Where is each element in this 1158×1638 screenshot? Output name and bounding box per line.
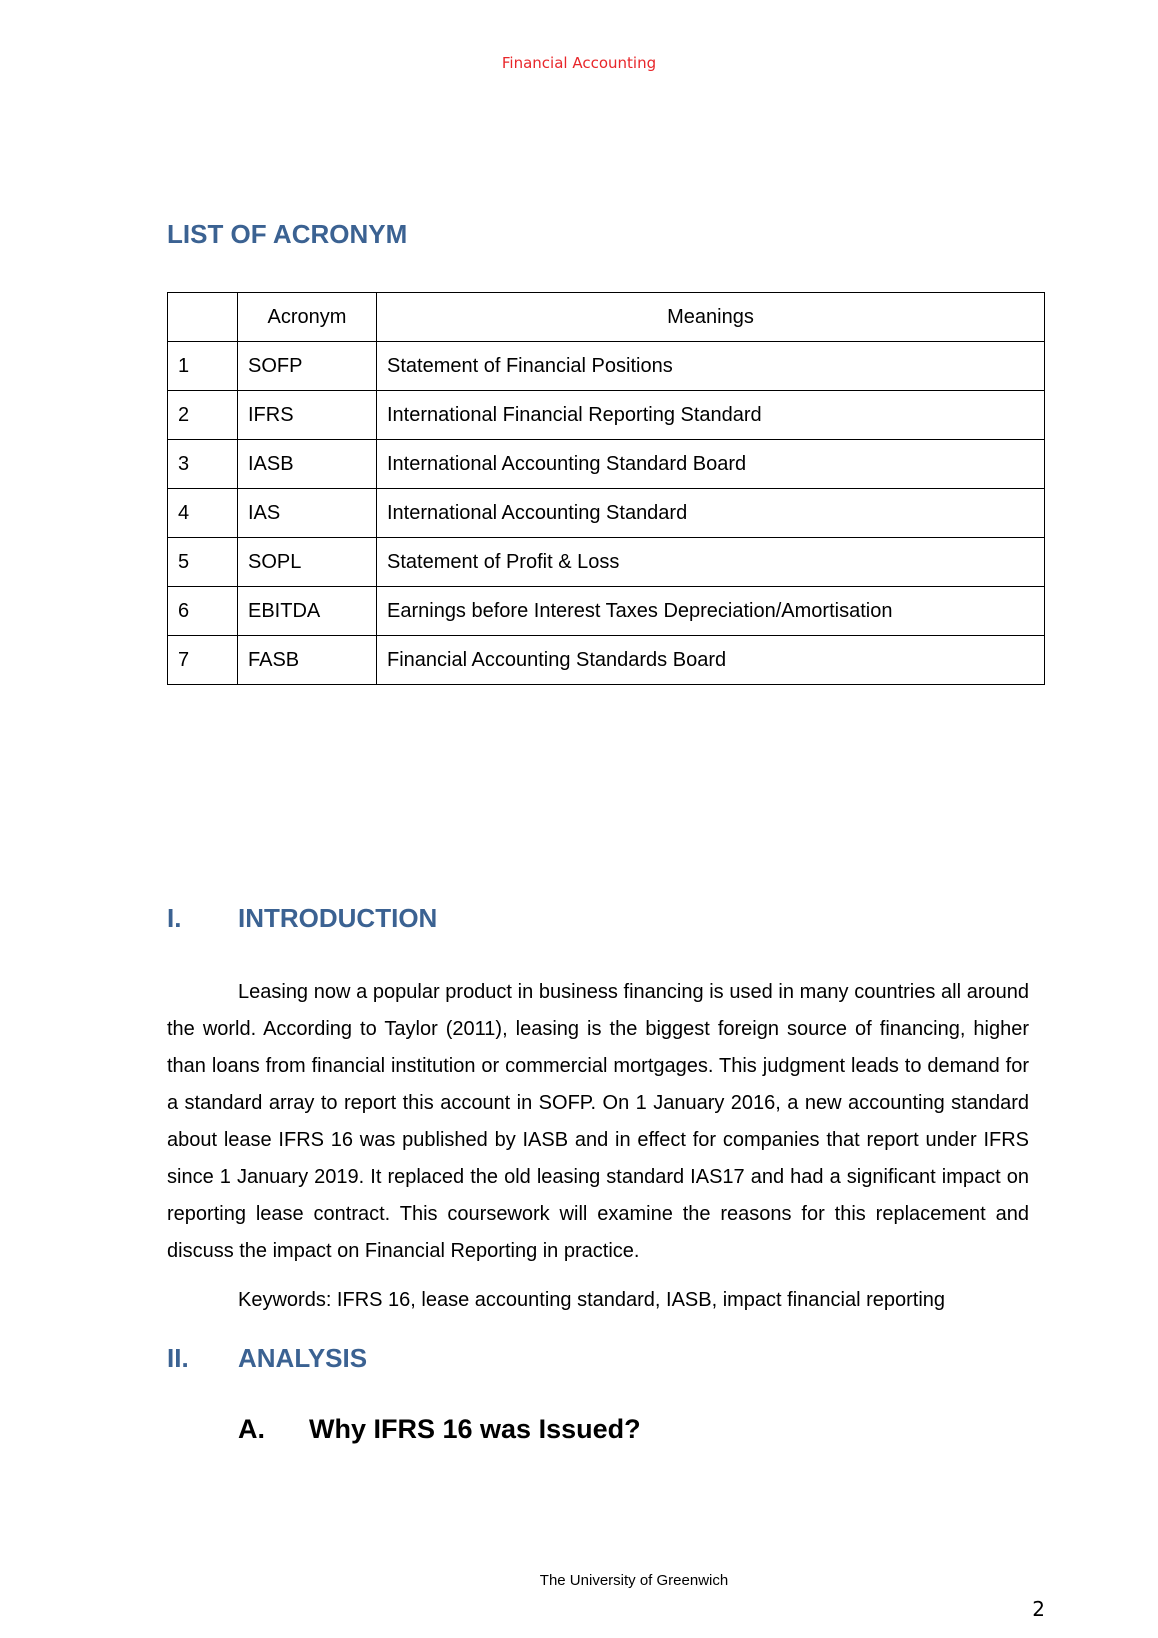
acronym-cell: EBITDA (238, 587, 377, 636)
row-number-cell: 2 (168, 391, 238, 440)
acronym-cell: IFRS (238, 391, 377, 440)
column-header-number (168, 293, 238, 342)
column-header-meanings: Meanings (377, 293, 1045, 342)
acronym-table (167, 292, 1045, 685)
row-number-cell: 1 (168, 342, 238, 391)
meaning-cell: International Accounting Standard (377, 489, 1045, 538)
acronym-cell: FASB (238, 636, 377, 685)
analysis-title: ANALYSIS (238, 1343, 368, 1373)
column-header-acronym: Acronym (238, 293, 377, 342)
table-row (168, 489, 1045, 538)
row-number-cell: 7 (168, 636, 238, 685)
acronym-cell: SOPL (238, 538, 377, 587)
table-row (168, 636, 1045, 685)
analysis-heading (167, 1343, 367, 1374)
page-footer-institution: The University of Greenwich (539, 1572, 729, 1589)
meaning-cell: Financial Accounting Standards Board (377, 636, 1045, 685)
analysis-number: II. (167, 1343, 189, 1373)
meaning-cell: Statement of Profit & Loss (377, 538, 1045, 587)
page-number: 2 (1032, 1597, 1045, 1621)
acronym-section-heading: LIST OF ACRONYM (167, 219, 408, 249)
subsection-title: Why IFRS 16 was Issued? (309, 1414, 641, 1444)
table-row (168, 587, 1045, 636)
meaning-cell: International Financial Reporting Standard (377, 391, 1045, 440)
subsection-number: A. (238, 1414, 265, 1444)
acronym-cell: IASB (238, 440, 377, 489)
table-row (168, 391, 1045, 440)
introduction-heading (167, 903, 437, 934)
row-number-cell: 6 (168, 587, 238, 636)
acronym-cell: SOFP (238, 342, 377, 391)
acronym-table-header-row (168, 293, 1045, 342)
introduction-number: I. (167, 903, 182, 933)
meaning-cell: Statement of Financial Positions (377, 342, 1045, 391)
introduction-paragraph: Leasing now a popular product in business financing is used in many countries all around the world. According to Taylor (2011), leasing is the biggest foreign source of financing, higher than loans from financial institution or commercial mortgages. This judgment leads to demand for a standard array to report this account in SOFP. On 1 January 2016, a new accounting standard about lease IFRS 16 was published by IASB and in effect for companies that report under IFRS since 1 January 2019. It replaced the old leasing standard IAS17 and had a significant impact on reporting lease contract. This coursework will examine the reasons for this replacement and discuss the impact on Financial Reporting in practice. (167, 981, 1029, 1262)
table-row (168, 440, 1045, 489)
table-row (168, 538, 1045, 587)
subsection-heading (238, 1414, 641, 1445)
table-row (168, 342, 1045, 391)
row-number-cell: 5 (168, 538, 238, 587)
acronym-table-body (168, 342, 1045, 685)
page-header-title: Financial Accounting (501, 54, 657, 72)
introduction-title: INTRODUCTION (238, 903, 438, 933)
row-number-cell: 4 (168, 489, 238, 538)
meaning-cell: Earnings before Interest Taxes Depreciation/Amortisation (377, 587, 1045, 636)
acronym-cell: IAS (238, 489, 377, 538)
keywords-line: Keywords: IFRS 16, lease accounting standard, IASB, impact financial reporting (238, 1289, 946, 1311)
row-number-cell: 3 (168, 440, 238, 489)
meaning-cell: International Accounting Standard Board (377, 440, 1045, 489)
